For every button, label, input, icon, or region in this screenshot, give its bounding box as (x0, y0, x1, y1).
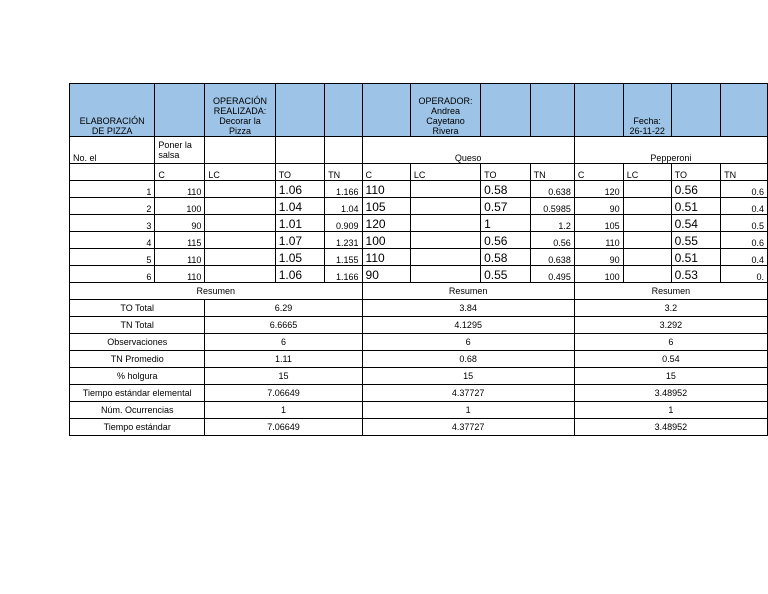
summary-value: 6 (574, 334, 767, 351)
cell-lc (205, 181, 275, 198)
cell-tn: 0.638 (530, 181, 574, 198)
summary-label: Tiempo estándar elemental (70, 385, 205, 402)
table-row (70, 181, 768, 198)
cell-lc (623, 232, 671, 249)
cell-to: 0.57 (481, 198, 530, 215)
cell-lc (623, 215, 671, 232)
summary-value: 6.6665 (205, 317, 362, 334)
summary-value: 0.68 (362, 351, 574, 368)
summary-value: 15 (205, 368, 362, 385)
cell-tn: 0.56 (530, 232, 574, 249)
cell-c: 110 (155, 181, 205, 198)
cell-to: 0.53 (671, 266, 720, 283)
col-lc: LC (410, 164, 480, 181)
cell-to: 1.06 (275, 266, 324, 283)
cell-tn: 1.04 (325, 198, 362, 215)
cell-to: 1.06 (275, 181, 324, 198)
table-row (70, 215, 768, 232)
cell-lc (410, 198, 480, 215)
cell-c: 115 (155, 232, 205, 249)
summary-value: 3.2 (574, 300, 767, 317)
cell-tn: 1.155 (325, 249, 362, 266)
cell-tn: 0.909 (325, 215, 362, 232)
cell-lc (410, 181, 480, 198)
step-row (70, 137, 768, 164)
step-salsa-label: Poner la salsa (155, 137, 205, 164)
summary-value: 1 (205, 402, 362, 419)
cell-to: 1.04 (275, 198, 324, 215)
summary-value: 6 (205, 334, 362, 351)
summary-value: 0.54 (574, 351, 767, 368)
cell-c: 90 (574, 249, 623, 266)
summary-row (70, 317, 768, 334)
summary-row (70, 368, 768, 385)
header-operator: OPERADOR: Andrea Cayetano Rivera (410, 84, 480, 137)
summary-label: TO Total (70, 300, 205, 317)
cell-tn: 0.6 (721, 232, 768, 249)
row-number: 2 (70, 198, 155, 215)
cell-to: 0.58 (481, 249, 530, 266)
summary-value: 1 (362, 402, 574, 419)
summary-row (70, 402, 768, 419)
summary-value: 6.29 (205, 300, 362, 317)
cell-c: 90 (155, 215, 205, 232)
no-el-label: No. el (70, 137, 155, 164)
summary-row (70, 300, 768, 317)
summary-value: 3.292 (574, 317, 767, 334)
cell-c: 100 (155, 198, 205, 215)
row-number: 5 (70, 249, 155, 266)
summary-row (70, 351, 768, 368)
summary-label: Observaciones (70, 334, 205, 351)
header-date: Fecha: 26-11-22 (623, 84, 671, 137)
row-number: 1 (70, 181, 155, 198)
cell-lc (623, 181, 671, 198)
table-row (70, 249, 768, 266)
cell-to: 0.51 (671, 249, 720, 266)
summary-label: Núm. Ocurrencias (70, 402, 205, 419)
cell-to: 0.56 (481, 232, 530, 249)
cell-to: 0.55 (481, 266, 530, 283)
col-tn: TN (530, 164, 574, 181)
cell-c: 105 (362, 198, 410, 215)
cell-lc (623, 249, 671, 266)
summary-value: 7.06649 (205, 385, 362, 402)
cell-to: 0.54 (671, 215, 720, 232)
summary-value: 4.1295 (362, 317, 574, 334)
column-header-row (70, 164, 768, 181)
cell-tn: 0. (721, 266, 768, 283)
cell-lc (623, 266, 671, 283)
cell-lc (623, 198, 671, 215)
summary-label: TN Promedio (70, 351, 205, 368)
cell-c: 120 (574, 181, 623, 198)
cell-c: 110 (362, 249, 410, 266)
col-to: TO (481, 164, 530, 181)
summary-title-row (70, 283, 768, 300)
summary-value: 3.48952 (574, 385, 767, 402)
cell-to: 1.05 (275, 249, 324, 266)
cell-c: 110 (362, 181, 410, 198)
summary-value: 3.84 (362, 300, 574, 317)
summary-value: 1.11 (205, 351, 362, 368)
summary-row (70, 419, 768, 436)
summary-title: Resumen (362, 283, 574, 300)
cell-lc (410, 232, 480, 249)
header-operation: OPERACIÓN REALIZADA: Decorar la Pizza (205, 84, 275, 137)
row-number: 3 (70, 215, 155, 232)
cell-c: 110 (155, 266, 205, 283)
cell-tn: 0.5 (721, 215, 768, 232)
cell-to: 0.56 (671, 181, 720, 198)
col-tn: TN (721, 164, 768, 181)
cell-c: 100 (362, 232, 410, 249)
header-row (70, 84, 768, 137)
cell-lc (205, 249, 275, 266)
table-row (70, 232, 768, 249)
cell-tn: 0.4 (721, 249, 768, 266)
summary-value: 15 (574, 368, 767, 385)
col-c: C (362, 164, 410, 181)
cell-c: 120 (362, 215, 410, 232)
cell-to: 0.58 (481, 181, 530, 198)
col-lc: LC (205, 164, 275, 181)
cell-lc (410, 215, 480, 232)
summary-label: TN Total (70, 317, 205, 334)
cell-tn: 1.166 (325, 181, 362, 198)
summary-row (70, 385, 768, 402)
cell-to: 1.07 (275, 232, 324, 249)
col-to: TO (671, 164, 720, 181)
cell-c: 90 (574, 198, 623, 215)
cell-lc (410, 249, 480, 266)
cell-to: 0.55 (671, 232, 720, 249)
cell-to: 0.51 (671, 198, 720, 215)
row-number: 6 (70, 266, 155, 283)
summary-value: 3.48952 (574, 419, 767, 436)
cell-tn: 1.2 (530, 215, 574, 232)
cell-c: 90 (362, 266, 410, 283)
summary-value: 15 (362, 368, 574, 385)
summary-label: % holgura (70, 368, 205, 385)
summary-value: 1 (574, 402, 767, 419)
cell-c: 110 (155, 249, 205, 266)
header-title: ELABORACIÓN DE PIZZA (70, 84, 155, 137)
step-pepperoni-label: Pepperoni (574, 137, 767, 164)
cell-tn: 1.166 (325, 266, 362, 283)
cell-tn: 0.495 (530, 266, 574, 283)
cell-tn: 0.4 (721, 198, 768, 215)
row-number: 4 (70, 232, 155, 249)
summary-value: 4.37727 (362, 419, 574, 436)
time-study-table (69, 83, 768, 436)
cell-c: 105 (574, 215, 623, 232)
cell-lc (205, 215, 275, 232)
cell-tn: 0.638 (530, 249, 574, 266)
cell-to: 1.01 (275, 215, 324, 232)
cell-c: 110 (574, 232, 623, 249)
summary-value: 7.06649 (205, 419, 362, 436)
summary-title: Resumen (574, 283, 767, 300)
col-to: TO (275, 164, 324, 181)
step-queso-label: Queso (362, 137, 574, 164)
col-c: C (574, 164, 623, 181)
summary-label: Tiempo estándar (70, 419, 205, 436)
cell-c: 100 (574, 266, 623, 283)
cell-lc (205, 198, 275, 215)
cell-to: 1 (481, 215, 530, 232)
cell-tn: 0.6 (721, 181, 768, 198)
summary-row (70, 334, 768, 351)
cell-lc (205, 266, 275, 283)
col-lc: LC (623, 164, 671, 181)
cell-lc (205, 232, 275, 249)
table-row (70, 266, 768, 283)
col-tn: TN (325, 164, 362, 181)
summary-title: Resumen (70, 283, 363, 300)
col-c: C (155, 164, 205, 181)
cell-tn: 0.5985 (530, 198, 574, 215)
cell-tn: 1.231 (325, 232, 362, 249)
table-row (70, 198, 768, 215)
cell-lc (410, 266, 480, 283)
summary-value: 6 (362, 334, 574, 351)
summary-value: 4.37727 (362, 385, 574, 402)
